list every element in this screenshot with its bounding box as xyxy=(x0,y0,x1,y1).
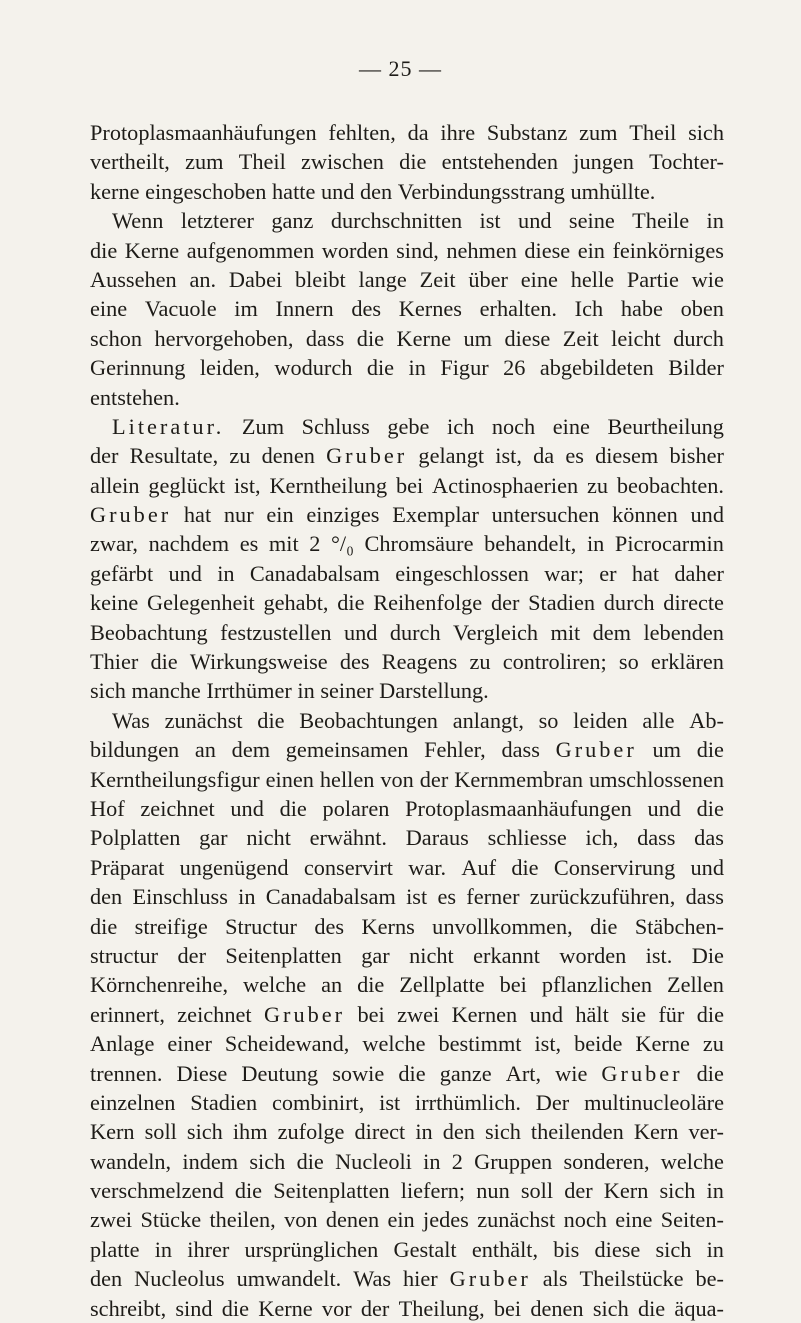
text-line: zwar, nachdem es mit 2 °/₀ Chromsäure behandelt, in Picrocarmin xyxy=(90,531,724,557)
text-line: platte in ihrer ursprünglichen Gestalt enthält, bis diese sich in xyxy=(90,1236,724,1262)
body-text xyxy=(90,118,724,1323)
text-line: Literatur. Zum Schluss gebe ich noch eine Beurtheilung xyxy=(112,413,724,439)
text-line: bildungen an dem gemeinsamen Fehler, dass Gruber um die xyxy=(90,737,724,763)
text-line: sich manche Irrthümer in seiner Darstellung. xyxy=(90,678,489,704)
text-line: allein geglückt ist, Kerntheilung bei Actinosphaerien zu beobachten. xyxy=(90,472,724,498)
text-line: verschmelzend die Seitenplatten liefern; nun soll der Kern sich in xyxy=(90,1178,724,1204)
text-line: Beobachtung festzustellen und durch Vergleich mit dem lebenden xyxy=(90,619,724,645)
text-line: schon hervorgehoben, dass die Kerne um diese Zeit leicht durch xyxy=(90,325,724,351)
text-line: Protoplasmaanhäufungen fehlten, da ihre Substanz zum Theil sich xyxy=(90,120,724,145)
text-line: Kerntheilungsfigur einen hellen von der Kernmembran umschlossenen xyxy=(90,766,724,792)
text-line: keine Gelegenheit gehabt, die Reihenfolge der Stadien durch directe xyxy=(90,590,724,616)
text-line: Kern soll sich ihm zufolge direct in den sich theilenden Kern ver- xyxy=(90,1119,724,1145)
text-line: Körnchenreihe, welche an die Zellplatte bei pflanzlichen Zellen xyxy=(90,972,724,998)
page-number: — 25 — xyxy=(359,56,442,81)
text-line: zwei Stücke theilen, von denen ein jedes zunächst noch eine Seiten- xyxy=(90,1207,724,1233)
text-line: trennen. Diese Deutung sowie die ganze Art, wie Gruber die xyxy=(90,1060,724,1086)
text-line: gefärbt und in Canadabalsam eingeschlossen war; er hat daher xyxy=(90,560,724,586)
text-line: Hof zeichnet und die polaren Protoplasmaanhäufungen und die xyxy=(90,795,724,821)
text-line: die Kerne aufgenommen worden sind, nehmen diese ein feinkörniges xyxy=(90,237,724,263)
text-line: Aussehen an. Dabei bleibt lange Zeit über eine helle Partie wie xyxy=(90,266,724,292)
text-line: Gerinnung leiden, wodurch die in Figur 26 abgebildeten Bilder xyxy=(90,355,724,381)
text-line: den Nucleolus umwandelt. Was hier Gruber als Theilstücke be- xyxy=(90,1266,724,1292)
text-line: entstehen. xyxy=(90,384,180,410)
text-line: einzelnen Stadien combinirt, ist irrthümlich. Der multinucleoläre xyxy=(90,1089,724,1115)
text-line: eine Vacuole im Innern des Kernes erhalten. Ich habe oben xyxy=(90,296,724,322)
text-line: der Resultate, zu denen Gruber gelangt ist, da es diesem bisher xyxy=(90,443,724,469)
text-line: Gruber hat nur ein einziges Exemplar untersuchen können und xyxy=(90,502,724,528)
text-line: kerne eingeschoben hatte und den Verbindungsstrang umhüllte. xyxy=(90,178,656,204)
text-line: vertheilt, zum Theil zwischen die entstehenden jungen Tochter- xyxy=(90,149,724,175)
text-line: den Einschluss in Canadabalsam ist es ferner zurückzuführen, dass xyxy=(90,884,724,910)
text-line: Anlage einer Scheidewand, welche bestimmt ist, beide Kerne zu xyxy=(90,1031,724,1057)
text-line: Wenn letzterer ganz durchschnitten ist und seine Theile in xyxy=(112,208,724,234)
text-line: erinnert, zeichnet Gruber bei zwei Kernen und hält sie für die xyxy=(90,1001,724,1027)
text-line: Polplatten gar nicht erwähnt. Daraus schliesse ich, dass das xyxy=(90,825,724,851)
text-line: Präparat ungenügend conservirt war. Auf die Conservirung und xyxy=(90,854,724,880)
text-line: die streifige Structur des Kerns unvollkommen, die Stäbchen- xyxy=(90,913,724,939)
text-line: wandeln, indem sich die Nucleoli in 2 Gruppen sonderen, welche xyxy=(90,1148,724,1174)
text-line: schreibt, sind die Kerne vor der Theilung, bei denen sich die äqua- xyxy=(90,1295,724,1321)
text-line: Was zunächst die Beobachtungen anlangt, so leiden alle Ab- xyxy=(112,707,724,733)
text-line: Thier die Wirkungsweise des Reagens zu controliren; so erklären xyxy=(90,649,724,675)
text-line: structur der Seitenplatten gar nicht erkannt worden ist. Die xyxy=(90,942,724,968)
